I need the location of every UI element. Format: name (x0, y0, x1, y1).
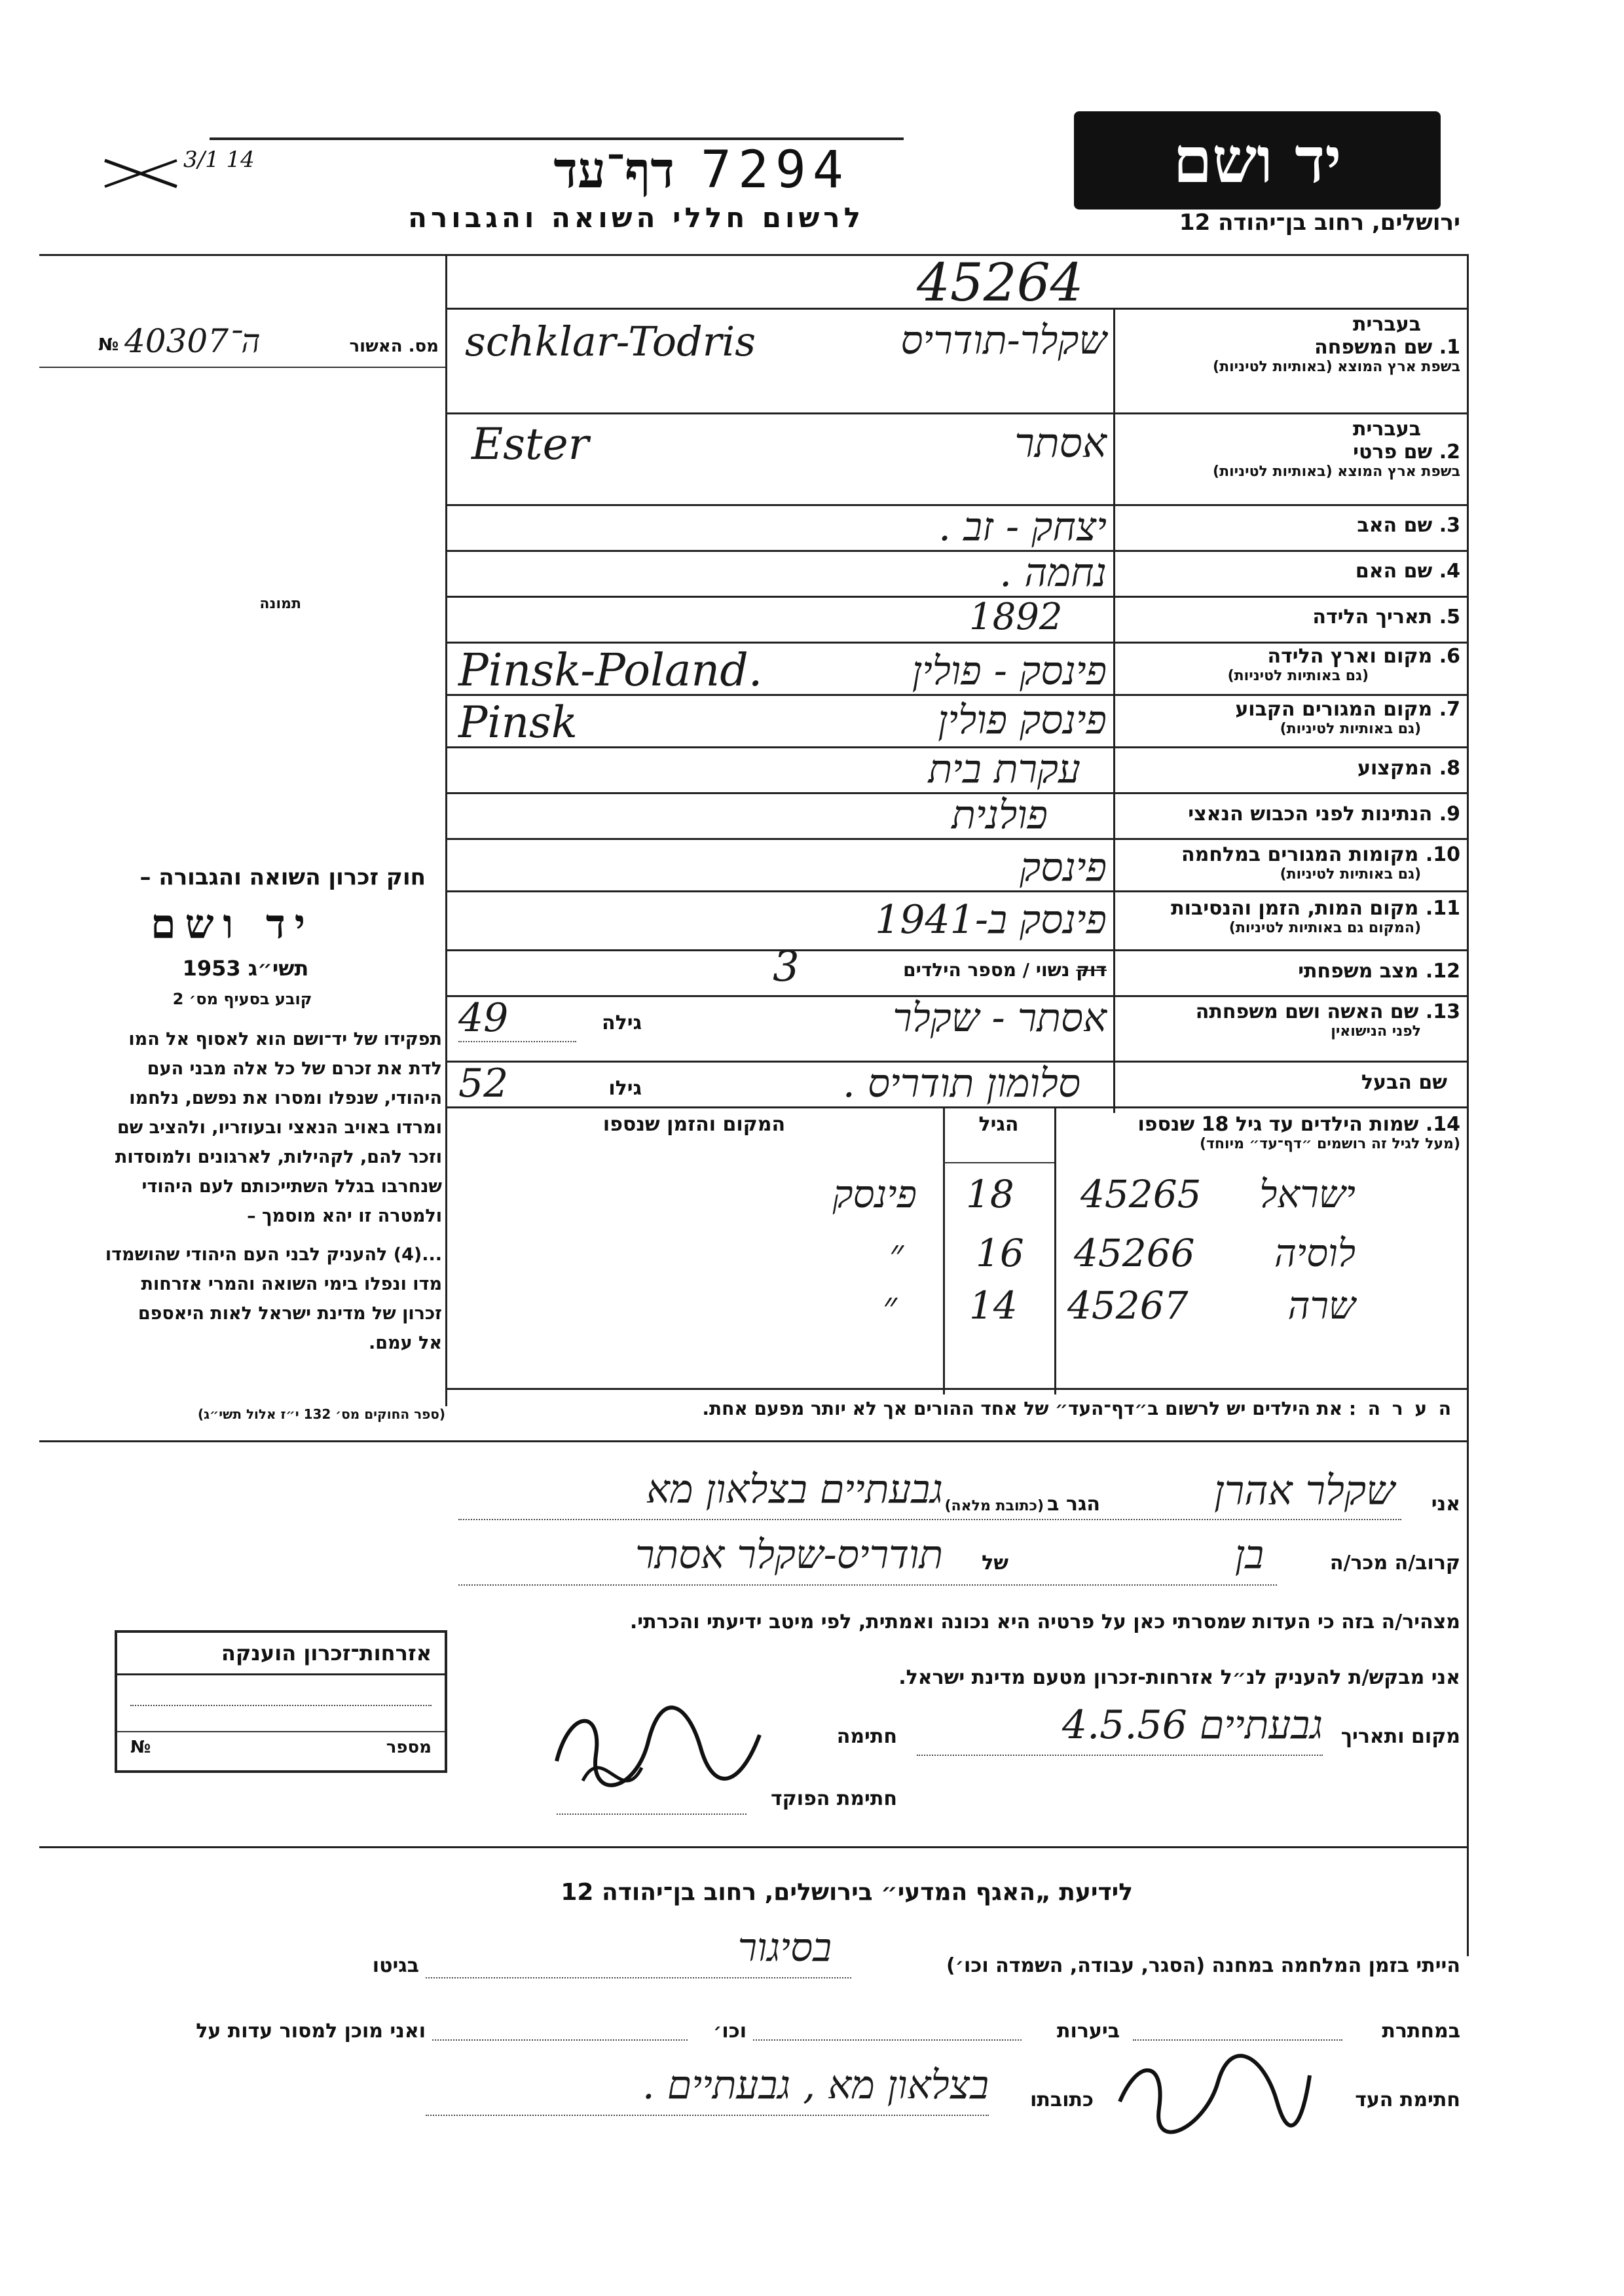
frame-right (1467, 254, 1469, 1956)
children-row (458, 1283, 1460, 1342)
field-title: מקום וארץ הלידה (1267, 645, 1433, 668)
child-name: ישראל (1259, 1172, 1356, 1216)
law-title: חוק זכרון השואה והגבורה – (139, 864, 426, 890)
note-label: ה ע ר ה : (1348, 1398, 1454, 1419)
forest-label: ביערות (1057, 2020, 1120, 2043)
law-line: ...(4) להעניק לבני העם היהודי שהושמדו (105, 1245, 442, 1265)
ghetto-label: בגיטו (372, 1954, 419, 1977)
field-num: 8. (1439, 757, 1460, 780)
etc-line (432, 2039, 688, 2041)
camp-label: הייתי בזמן המלחמה במחנה (הסגר, עבודה, השמדה וכו׳) (946, 1954, 1460, 1977)
label-column-divider (1113, 308, 1115, 1113)
bottom-heading: לידיעת „האגף המדעי״ בירושלים, רחוב בן־יהודה 12 (561, 1879, 1133, 1906)
form-title: דף־עד (553, 141, 674, 199)
witness-sig-label: חתימת העד (1355, 2088, 1460, 2111)
decl-line3 (917, 1755, 1323, 1756)
field-title: המקצוע (1357, 757, 1433, 780)
given-hebrew: אסתר (1014, 419, 1107, 467)
field-title: תאריך הלידה (1312, 606, 1433, 629)
corner-scribble (98, 141, 255, 200)
field-citizenship-label (1120, 803, 1460, 826)
citizenship-value: פולנית (951, 792, 1048, 838)
partisans-line (1133, 2039, 1342, 2041)
approval-row (98, 322, 439, 367)
frame-divider (445, 254, 447, 1406)
header-rule (210, 137, 904, 140)
warplaces-value: פינסק (1020, 845, 1107, 890)
field-title: שם האם (1355, 560, 1433, 583)
occupation-value: עקרת בית (928, 746, 1080, 792)
child-id: 45265 (1080, 1172, 1202, 1216)
approval-rule (39, 367, 445, 368)
partisans-label: במחתרת (1382, 2020, 1460, 2043)
record-rule (445, 308, 1467, 310)
family-married-label: נשוי / מספר הילדים (903, 959, 1070, 981)
row-rule (445, 838, 1467, 840)
decl-name: שקלר אהרן (1213, 1467, 1395, 1514)
row-rule (445, 596, 1467, 598)
child-name: שרה (1287, 1283, 1356, 1328)
field-num: 4. (1439, 560, 1460, 583)
child-id: 45267 (1067, 1283, 1189, 1328)
children-sub: (מעל לגיל זה רושמים ״דף־עד״ מיוחד) (1199, 1136, 1460, 1152)
birthplace-latin: Pinsk-Poland. (458, 645, 763, 697)
field-warplaces-label (1120, 843, 1460, 883)
logo (1074, 111, 1441, 210)
field-sub: (גם באותיות לטיניות) (1280, 721, 1421, 737)
family-married-mark: דוק (1076, 959, 1107, 981)
warplaces-title (1120, 843, 1460, 866)
row-rule (445, 412, 1467, 414)
field-num: 3. (1439, 514, 1460, 537)
law-clause: קובע בסעיף מס׳ 2 (172, 990, 312, 1008)
field-mother-label (1120, 560, 1460, 583)
witness-address-line (426, 2115, 989, 2116)
husband-age-label: גילו (608, 1077, 642, 1100)
given-title (1120, 441, 1460, 464)
decl-request: אני מבקש/ת להעניק לנ״ל אזרחות-זכרון מטעם מדינת ישראל. (898, 1666, 1460, 1689)
decl-address: גבעתיים בצלאון מא (646, 1467, 943, 1512)
law-line: מדו ונפלו בימי השואה והמרי אזרחות (141, 1274, 442, 1294)
field-sub: (גם באותיות לטיניות) (1227, 668, 1369, 684)
bottom-rule (39, 1846, 1467, 1848)
law-line: היהודי, שנפלו ומסרו את נפשם, נלחמו (129, 1088, 442, 1108)
approval-value: ה־40307 (124, 322, 261, 360)
law-text (23, 1025, 442, 1358)
residence-title (1120, 698, 1460, 721)
field-death-label (1120, 897, 1460, 936)
field-num: 6. (1439, 645, 1460, 668)
citizenship-box-rule (117, 1731, 445, 1732)
birthdate-value: 1892 (969, 596, 1063, 638)
child-age: 18 (966, 1172, 1014, 1216)
form-subtitle: לרשום חללי השואה והגבורה (408, 202, 864, 234)
family-married (819, 959, 1107, 981)
law-source: (ספר החוקים מס׳ 132 י״ז אלול תשי״ג) (197, 1406, 445, 1422)
children-row (458, 1231, 1460, 1290)
field-num: 11. (1425, 897, 1460, 920)
law-line: זכרון של מדינת ישראל לאות היאספם (138, 1303, 442, 1324)
citizenship-box-title: אזרחות־זכרון הוענקה (117, 1633, 445, 1675)
husband-age: 52 (458, 1061, 509, 1106)
field-title: מצב משפחתי (1298, 960, 1419, 983)
row-rule (445, 949, 1467, 951)
wife-age: 49 (458, 995, 509, 1041)
law-name: יד ושם (150, 900, 315, 948)
record-number: 45264 (917, 252, 1084, 313)
death-title (1120, 897, 1460, 920)
children-header-rule (943, 1162, 1054, 1163)
witness-signature-mark (1107, 2043, 1316, 2141)
frame-top (39, 254, 1467, 256)
field-given-label (1120, 418, 1460, 480)
resides-label: הגר ב (1047, 1493, 1100, 1516)
residence-latin: Pinsk (458, 697, 578, 748)
decl-i-label: אני (1431, 1493, 1460, 1516)
mother-value: נחמה . (999, 550, 1107, 596)
field-num: 9. (1439, 803, 1460, 826)
law-line: וזכר להם, לקהילות, לארגונים ולמוסדות (115, 1147, 442, 1167)
field-husband-label: שם הבעל (1361, 1071, 1447, 1094)
field-wife-label (1120, 1000, 1460, 1040)
citizenship-no-label: מספר (386, 1738, 432, 1757)
field-num: 2. (1439, 441, 1460, 464)
birthplace-title (1120, 645, 1460, 668)
forest-line (753, 2039, 1022, 2041)
children-title (1061, 1113, 1460, 1136)
decl-place-date-label: מקום ותאריך (1340, 1725, 1460, 1748)
surname-hebrew: שקלר-תודריס (900, 318, 1107, 363)
children-col-age: הגיל (978, 1113, 1019, 1136)
header-address: ירושלים, רחוב בן־יהודה 12 (1179, 210, 1460, 236)
decl-resides (936, 1493, 1100, 1516)
child-name: לוסיה (1274, 1231, 1356, 1275)
field-num: 13. (1425, 1000, 1460, 1023)
law-line: שנחרבו בגלל השתייכותם לעם היהודי (141, 1176, 442, 1197)
child-place: פינסק (832, 1172, 917, 1216)
decl-line1 (458, 1519, 1401, 1520)
resides-sub: (כתובת מלאה) (944, 1498, 1044, 1514)
law-line: ומרדו באויב הנאצי ובעוזריו, ולהציב שם (117, 1118, 442, 1138)
decl-of: תודריס-שקלר אסתר (635, 1532, 943, 1578)
field-title: הנתינות לפני הכבוש הנאצי (1188, 803, 1433, 826)
child-id: 45266 (1074, 1231, 1195, 1275)
decl-place-date: גבעתיים 4.5.56 (1061, 1702, 1323, 1748)
birthplace-hebrew: פינסק - פולין (912, 648, 1107, 694)
no-sign: № (98, 335, 119, 355)
citizenship-box-no (130, 1738, 432, 1757)
field-sub: לפני הנישואין (1331, 1023, 1421, 1040)
photo-label: תמונה (259, 596, 301, 612)
field-residence-label (1120, 698, 1460, 737)
residence-hebrew: פינסק פולין (938, 697, 1107, 743)
wife-title (1120, 1000, 1460, 1023)
law-year (118, 956, 373, 981)
field-title: שם המשפחה (1314, 336, 1433, 359)
law-line: אל עמם. (369, 1333, 442, 1353)
given-latin: Ester (471, 419, 589, 469)
origin-label: בשפת ארץ המוצא (באותיות לטיניות) (1213, 359, 1460, 375)
law-line: תפקידו של יד־ושם הוא לאסוף אל המו (128, 1029, 442, 1049)
field-title: שם פרטי (1353, 441, 1433, 464)
camp-value: בסיגור (737, 1925, 832, 1971)
row-rule (445, 1106, 1467, 1108)
child-age: 14 (969, 1283, 1018, 1328)
field-surname-label (1120, 313, 1460, 375)
law-line: ולמטרה זו יהא מוסמך – (247, 1206, 442, 1226)
law-year-label: תשי״ג (248, 956, 309, 981)
field-title: שם האב (1357, 514, 1433, 537)
camp-line (426, 1977, 851, 1978)
decl-relation: בן (1234, 1532, 1264, 1578)
field-num: 5. (1439, 606, 1460, 629)
field-sub: (המקום גם באותיות לטיניות) (1228, 920, 1421, 936)
field-num: 12. (1425, 960, 1460, 983)
decl-statement: מצהיר/ה בזה כי העדות שמסרתי כאן על פרטיה היא נכונה ואמתית, לפי מיטב ידיעתי והכרתי. (629, 1611, 1460, 1633)
hebrew-label: בעברית (1353, 313, 1421, 336)
child-place: ״ (889, 1231, 904, 1275)
citizenship-box (115, 1630, 447, 1773)
field-birthplace-label (1120, 645, 1460, 684)
etc-label: וכו׳ (713, 2020, 747, 2043)
child-place: ״ (882, 1283, 897, 1328)
husband-value: סלומון תודריס . (842, 1061, 1080, 1106)
field-title: מקום המות, הזמן והנסיבות (1171, 897, 1419, 920)
father-value: יצחק - זב . (938, 504, 1107, 550)
logo-text: יד ושם (1173, 123, 1342, 197)
row-rule (445, 890, 1467, 892)
decl-of-label: של (982, 1552, 1008, 1575)
note-rule-bottom (39, 1440, 1467, 1442)
children-header (1061, 1113, 1460, 1152)
citizenship-box-line (130, 1705, 432, 1706)
hebrew-label: בעברית (1353, 418, 1421, 441)
law-line: לדת את זכרם של כל אלה מבני העם (147, 1059, 442, 1079)
ready-label: ואני מוכן למסור עדות על (196, 2020, 426, 2043)
field-num: 10. (1425, 843, 1460, 866)
row-rule (445, 642, 1467, 644)
approval-label: מס. האשור (349, 337, 439, 356)
note-rule-top (445, 1388, 1467, 1390)
surname-title (1120, 336, 1460, 359)
field-title: מקומות המגורים במלחמה (1181, 843, 1419, 866)
field-sub: (גם באותיות לטיניות) (1280, 866, 1421, 883)
citizenship-no-sign: № (130, 1738, 151, 1757)
field-num: 7. (1439, 698, 1460, 721)
form-number: 7294 (701, 141, 850, 200)
wife-age-label: גילה (602, 1011, 642, 1034)
children-row (458, 1172, 1460, 1231)
decl-official-label: חתימת הפוקד (771, 1787, 897, 1810)
field-num: 14. (1425, 1113, 1460, 1136)
witness-address: בצלאון מא , גבעתיים . (642, 2062, 989, 2108)
field-family-label (1120, 960, 1460, 983)
signature-mark (544, 1683, 779, 1813)
field-occupation-label (1120, 757, 1460, 780)
field-title: שמות הילדים עד גיל 18 שנספו (1137, 1113, 1419, 1136)
decl-line4 (557, 1813, 747, 1815)
svg-text:3/1 14: 3/1 14 (183, 147, 255, 173)
decl-relation-label: קרוב/ה מכר/ה (1329, 1552, 1460, 1575)
field-num: 1. (1439, 336, 1460, 359)
witness-address-label: כתובתו (1030, 2088, 1094, 2111)
field-title: שם האשה ושם משפחתה (1195, 1000, 1419, 1023)
child-age: 16 (976, 1231, 1024, 1275)
field-title: מקום המגורים הקבוע (1235, 698, 1433, 721)
note (458, 1398, 1454, 1419)
wife-value: אסתר - שקלר (893, 995, 1107, 1041)
law-year-value: 1953 (182, 956, 241, 981)
children-col-place: המקום והזמן שנספו (602, 1113, 786, 1136)
family-children: 3 (773, 943, 800, 991)
surname-latin: schklar-Todris (465, 318, 756, 365)
origin-label: בשפת ארץ המוצא (באותיות לטיניות) (1213, 464, 1460, 480)
field-birthdate-label (1120, 606, 1460, 629)
field-father-label (1120, 514, 1460, 537)
death-value: פינסק ב-1941 (875, 897, 1107, 943)
decl-signature-label: חתימה (836, 1725, 897, 1748)
note-text: את הילדים יש לרשום ב״דף־העד״ של אחד ההורים אך לא יותר מפעם אחת. (702, 1398, 1343, 1419)
wife-age-dots (458, 1041, 576, 1042)
decl-line2 (458, 1584, 1277, 1586)
